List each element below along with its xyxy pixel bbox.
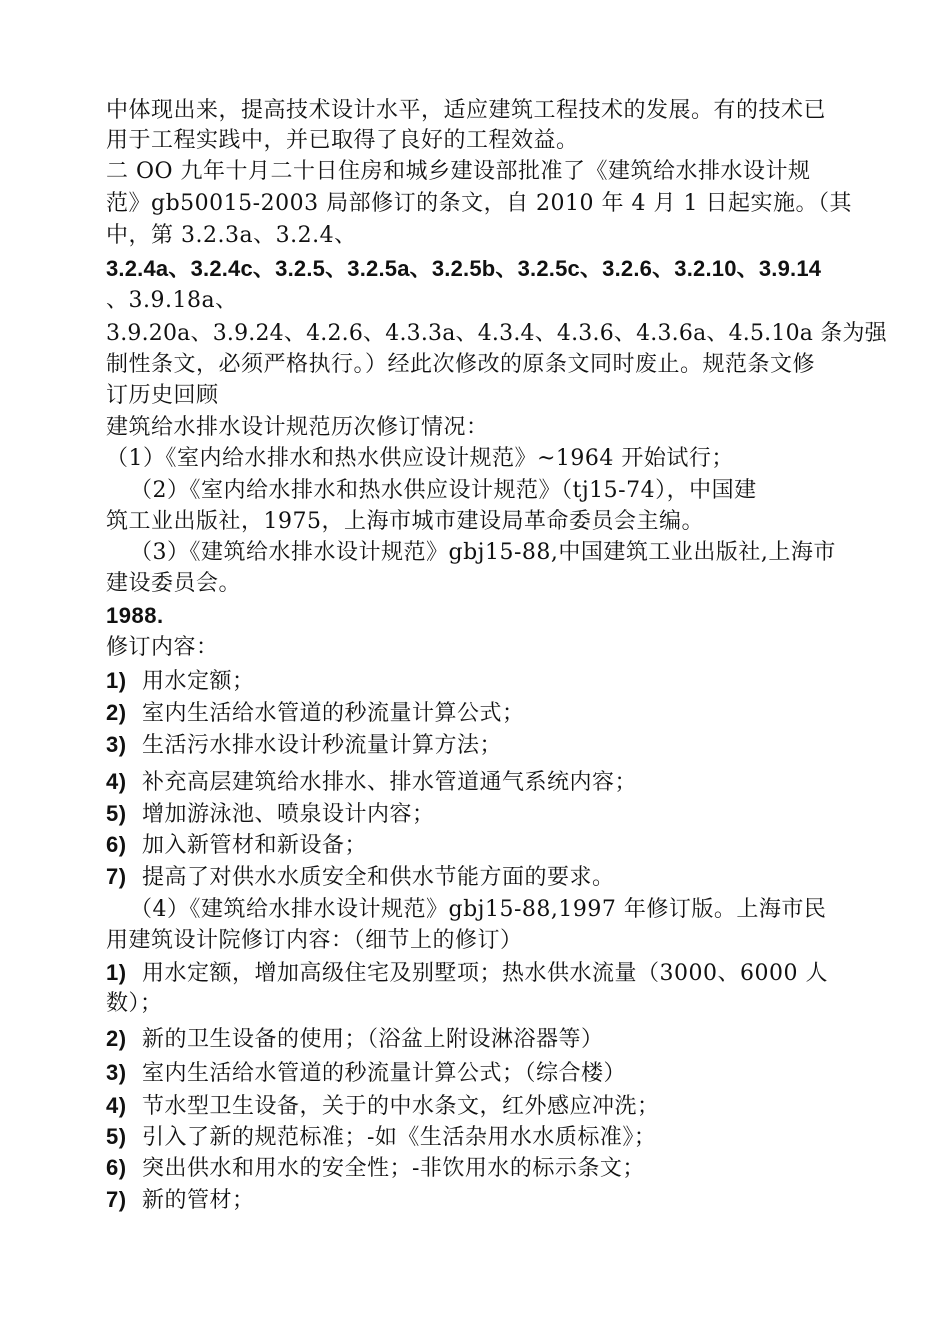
revision-item-3: （3）《建筑给水排水设计规范》gbj15-88,中国建筑工业出版社,上海市 <box>130 540 836 565</box>
list-item-number: 1) <box>106 960 127 985</box>
list-item-text: 用水定额，增加高级住宅及别墅项；热水供水流量（3000、6000 人 <box>142 961 828 986</box>
list-item <box>106 698 525 729</box>
section-heading: 订历史回顾 <box>106 383 219 408</box>
list-item-number: 1) <box>106 668 127 693</box>
list-item-text: 突出供水和用水的安全性；-非饮用水的标示条文； <box>142 1156 645 1181</box>
text-line: 中，第 3.2.3a、3.2.4、 <box>106 223 357 248</box>
list-item <box>106 958 828 989</box>
revision-item-2: （2）《室内给水排水和热水供应设计规范》（tj15-74），中国建 <box>130 478 757 503</box>
list-item-number: 5) <box>106 1124 127 1149</box>
list-item-text: 室内生活给水管道的秒流量计算公式；（综合楼） <box>142 1061 627 1086</box>
list-item-number: 2) <box>106 1026 127 1051</box>
list-item-text: 室内生活给水管道的秒流量计算公式； <box>142 701 525 726</box>
list-item-number: 3) <box>106 732 127 757</box>
list-item-text: 数）； <box>106 991 163 1016</box>
text-line: 二 OO 九年十月二十日住房和城乡建设部批准了《建筑给水排水设计规 <box>106 159 811 184</box>
revision-item-4: （4）《建筑给水排水设计规范》gbj15-88,1997 年修订版。上海市民 <box>130 897 827 922</box>
text-line: 用于工程实践中，并已取得了良好的工程效益。 <box>106 128 579 153</box>
text-line: 建设委员会。 <box>106 571 242 596</box>
list-item-number: 3) <box>106 1060 127 1085</box>
list-item-text: 节水型卫生设备，关于的中水条文，红外感应冲洗； <box>142 1094 660 1119</box>
list-item-number: 4) <box>106 769 127 794</box>
list-item-text: 引入了新的规范标准；-如《生活杂用水水质标准》； <box>142 1125 657 1150</box>
year-label: 1988. <box>106 603 164 628</box>
list-item <box>106 1153 645 1184</box>
list-item <box>106 730 502 761</box>
list-item <box>106 862 615 893</box>
list-item-number: 7) <box>106 1187 127 1212</box>
text-line: 范》gb50015-2003 局部修订的条文，自 2010 年 4 月 1 日起实施。（其 <box>106 191 853 216</box>
list-item-number: 6) <box>106 832 127 857</box>
list-item-number: 2) <box>106 700 127 725</box>
list-item <box>106 1122 656 1153</box>
list-item <box>106 767 637 798</box>
clause-list-line: 3.2.4a、3.2.4c、3.2.5、3.2.5a、3.2.5b、3.2.5c、3.2.6、3.2.10、3.9.14 <box>106 256 822 281</box>
list-item <box>106 1185 255 1216</box>
text-line: 建筑给水排水设计规范历次修订情况： <box>106 415 489 440</box>
list-item-text: 提高了对供水水质安全和供水节能方面的要求。 <box>142 865 615 890</box>
revision-content-label: 修订内容： <box>106 635 219 660</box>
list-item <box>106 799 435 830</box>
clause-list-line: 3.9.20a、3.9.24、4.2.6、4.3.3a、4.3.4、4.3.6、4.3.6a、4.5.10a 条为强 <box>106 321 887 346</box>
revision-item-1: （1）《室内给水排水和热水供应设计规范》~1964 开始试行； <box>106 446 734 471</box>
text-line: 筑工业出版社，1975，上海市城市建设局革命委员会主编。 <box>106 509 704 534</box>
text-line: 、3.9.18a、 <box>106 288 238 313</box>
list-item-text: 补充高层建筑给水排水、排水管道通气系统内容； <box>142 770 638 795</box>
list-item-number: 7) <box>106 864 127 889</box>
list-item-text: 生活污水排水设计秒流量计算方法； <box>142 733 503 758</box>
list-item-text: 新的管材； <box>142 1188 255 1213</box>
list-item-text: 增加游泳池、喷泉设计内容； <box>142 802 435 827</box>
list-item <box>106 1024 604 1055</box>
list-item-continuation <box>106 989 163 1019</box>
list-item <box>106 1058 626 1089</box>
list-item-number: 4) <box>106 1093 127 1118</box>
list-item-text: 用水定额； <box>142 669 255 694</box>
list-item <box>106 666 255 697</box>
list-item <box>106 830 367 861</box>
text-line: 中体现出来，提高技术设计水平，适应建筑工程技术的发展。有的技术已 <box>106 98 827 123</box>
text-line: 制性条文，必须严格执行。）经此次修改的原条文同时废止。规范条文修 <box>106 352 816 377</box>
text-line: 用建筑设计院修订内容：（细节上的修订） <box>106 928 523 953</box>
list-item-number: 6) <box>106 1155 127 1180</box>
list-item <box>106 1091 660 1122</box>
list-item-text: 新的卫生设备的使用；（浴盆上附设淋浴器等） <box>142 1027 604 1052</box>
list-item-number: 5) <box>106 801 127 826</box>
list-item-text: 加入新管材和新设备； <box>142 833 368 858</box>
